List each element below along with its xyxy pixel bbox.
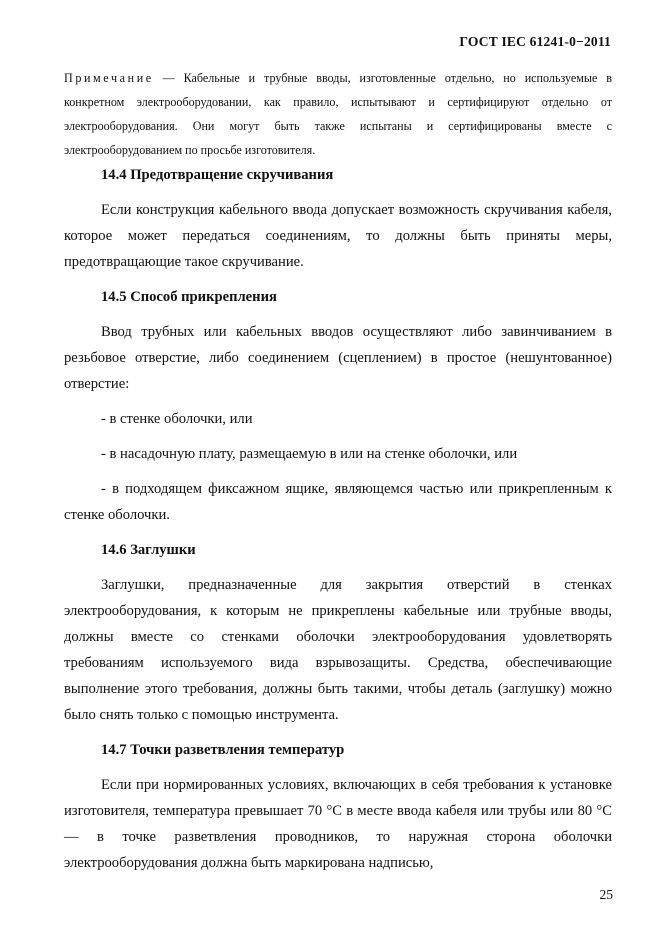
- note-text: Кабельные и трубные вводы, изготовленные отдельно, но используемые в конкретном электрооборудовании, как правило, испытывают и сертифицируют отдельно от электрооборудования. Они могут быть также испытаны и сертифицированы вместе с электрооборудованием по просьбе изготовителя.: [64, 71, 612, 157]
- section-heading-14-6: 14.6 Заглушки: [101, 542, 196, 558]
- list-item: - в подходящем фиксажном ящике, являющемся частью или прикрепленным к стенке оболочки.: [64, 481, 612, 523]
- section-heading-14-7: 14.7 Точки разветвления температур: [101, 742, 345, 758]
- document-header-code: ГОСТ IEC 61241-0−2011: [459, 34, 611, 49]
- list-item: - в стенке оболочки, или: [101, 411, 253, 427]
- main-content: [64, 162, 612, 885]
- page-number: 25: [599, 887, 613, 902]
- list-item: - в насадочную плату, размещаемую в или на стенке оболочки, или: [101, 446, 518, 462]
- note-block: [64, 66, 612, 162]
- note-dash: —: [153, 71, 184, 85]
- paragraph: Если конструкция кабельного ввода допускает возможность скручивания кабеля, которое может передаться соединениям, то должны быть приняты меры, предотвращающие такое скручивание.: [64, 202, 612, 270]
- note-label: Примечание: [64, 71, 154, 85]
- paragraph: Ввод трубных или кабельных вводов осуществляют либо завинчиванием в резьбовое отверстие, либо соединением (сцеплением) в простое (нешунтованное) отверстие:: [64, 324, 612, 392]
- section-heading-14-4: 14.4 Предотвращение скручивания: [101, 167, 334, 183]
- paragraph: Если при нормированных условиях, включающих в себя требования к установке изготовителя, температура превышает 70 °C в месте ввода кабеля или трубы или 80 °C — в точке разветвления проводников, то наружная сторона оболочки электрооборудования должна быть маркирована надписью,: [64, 777, 612, 871]
- paragraph: Заглушки, предназначенные для закрытия отверстий в стенках электрооборудования, к которым не прикреплены кабельные или трубные вводы, должны вместе со стенками оболочки электрооборудования удовлетворять требованиям используемого вида взрывозащиты. Средства, обеспечивающие выполнение этого требования, должны быть такими, чтобы деталь (заглушку) можно было снять только с помощью инструмента.: [64, 577, 612, 723]
- section-heading-14-5: 14.5 Способ прикрепления: [101, 289, 277, 305]
